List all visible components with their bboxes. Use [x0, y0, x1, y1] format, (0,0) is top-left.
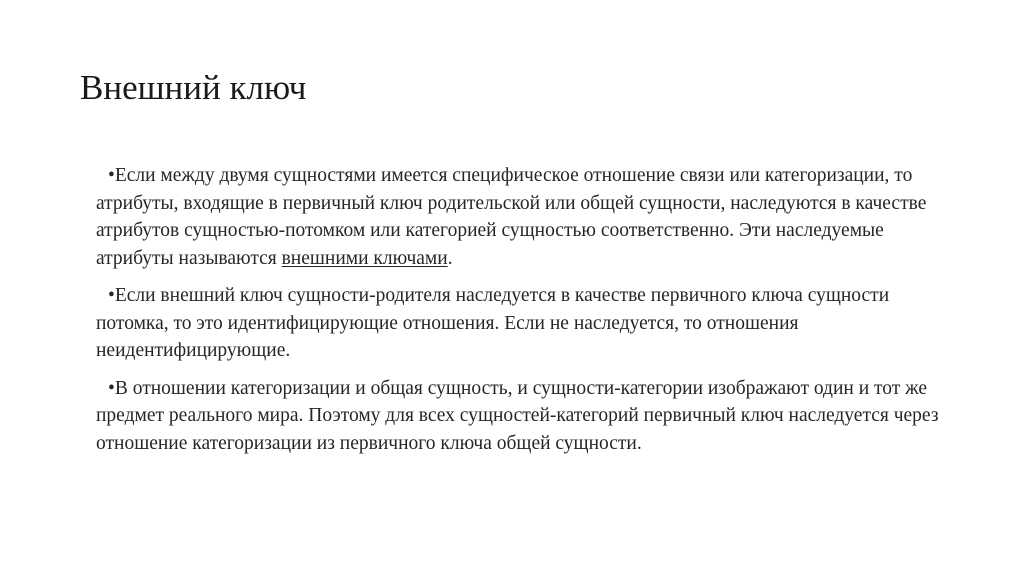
bullet-marker: • [108, 165, 115, 186]
bullet-item [96, 375, 956, 458]
bullet-marker: • [108, 377, 115, 399]
bullet-marker: • [108, 285, 115, 306]
foreign-keys-link[interactable]: внешними ключами [281, 247, 448, 269]
bullet-text: Если внешний ключ сущности-родителя наследуется в качестве первичного ключа сущности потомка, то это идентифицирующие отношения. Если не наследуется, то отношения неидентифицирующие. [96, 285, 890, 361]
bullet-text-end: . [447, 247, 453, 269]
bullet-item [96, 162, 956, 272]
bullet-text: Если между двумя сущностями имеется специфическое отношение связи или категоризации, то атрибуты, входящие в первичный ключ родительской или общей сущности, наследуются в качестве атрибутов сущностью-потомком или категорией сущностью соответственно. Эти наследуемые атрибуты называются [96, 165, 927, 269]
bullet-list [96, 162, 956, 467]
slide-title: Внешний ключ [80, 68, 307, 107]
bullet-text: В отношении категоризации и общая сущность, и сущности-категории изображают один и тот же предмет реального мира. Поэтому для всех сущностей-категорий первичный ключ наследуется через отношение категоризации из первичного ключа общей сущности. [96, 377, 939, 454]
bullet-item [96, 282, 956, 365]
